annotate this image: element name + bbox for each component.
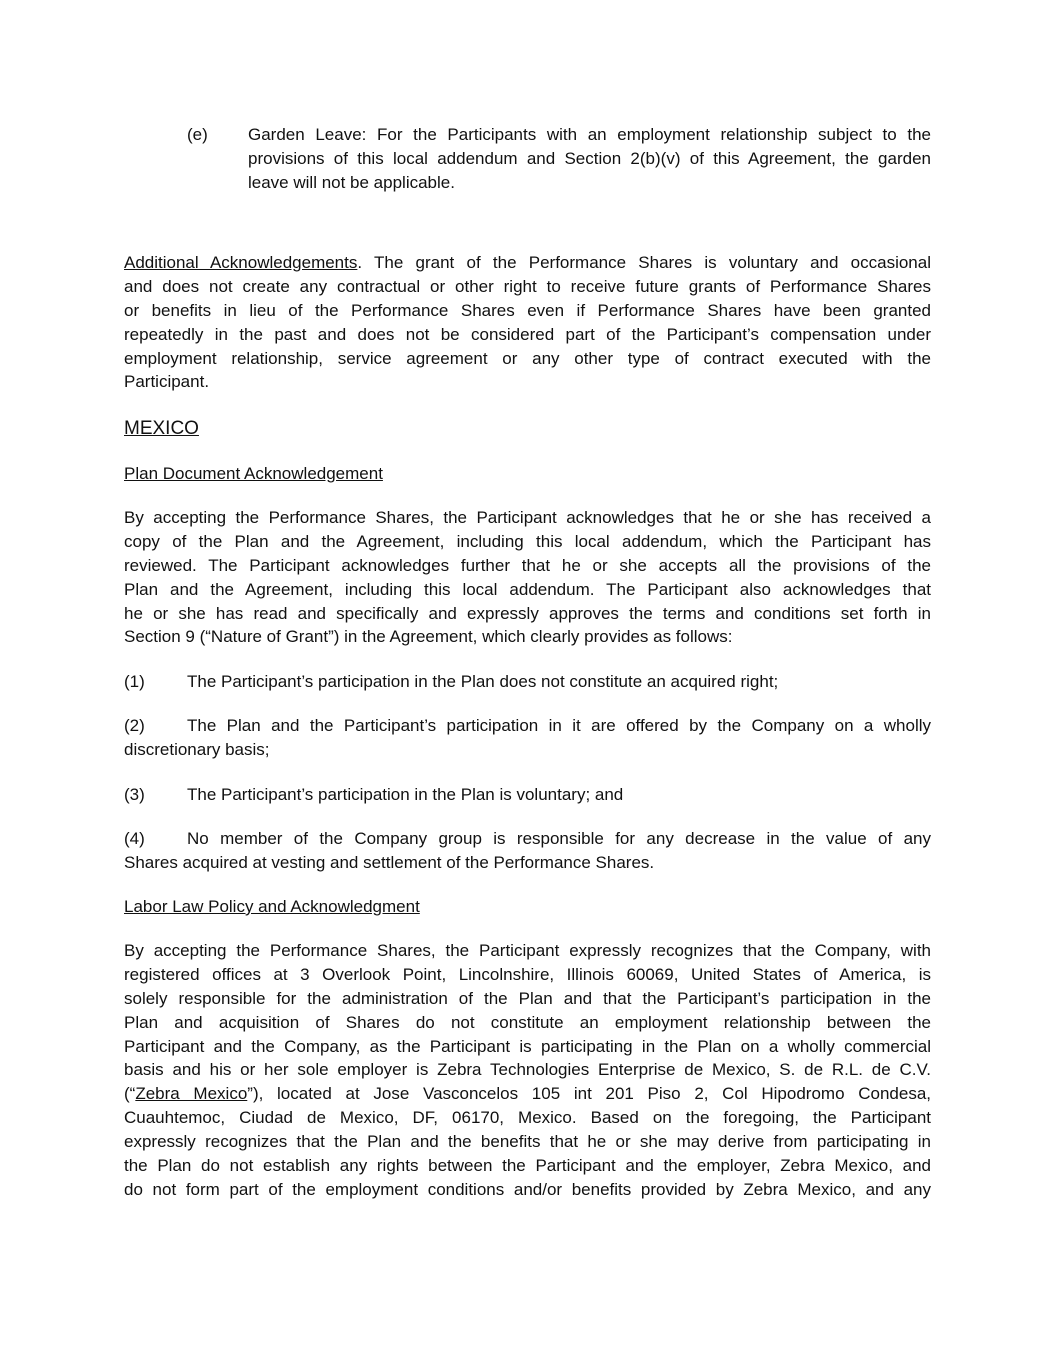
text-line: No member of the Company group is responsible for any decrease in the value of any — [187, 829, 931, 848]
text-line: repeatedly in the past and does not be considered part of the Participant’s compensation under — [124, 324, 931, 344]
section-heading: Plan Document Acknowledgement — [124, 464, 383, 483]
text-line: Plan and the Agreement, including this local addendum. The Participant also acknowledges that — [124, 579, 931, 599]
section-heading: Labor Law Policy and Acknowledgment — [124, 897, 420, 916]
country-heading: MEXICO — [124, 418, 199, 439]
list-number: (2) — [124, 716, 145, 735]
text-line: and does not create any contractual or other right to receive future grants of Performance Shares — [124, 276, 931, 296]
list-item — [124, 670, 931, 694]
text-line: The Plan and the Participant’s participation in it are offered by the Company on a wholly — [187, 716, 931, 735]
text-line: By accepting the Performance Shares, the Participant expressly recognizes that the Company, with — [124, 941, 931, 960]
defined-term: Zebra Mexico — [135, 1084, 248, 1104]
list-item — [124, 714, 931, 762]
additional-acknowledgements-paragraph — [124, 251, 931, 394]
text-line: Shares acquired at vesting and settlement of the Performance Shares. — [124, 853, 655, 872]
text-span: ”), located at Jose Vasconcelos 105 int 201 Piso 2, Col Hipodromo Condesa, — [247, 1084, 931, 1104]
list-number: (1) — [124, 672, 145, 691]
text-line: do not form part of the employment conditions and/or benefits provided by Zebra Mexico, and any — [124, 1179, 931, 1199]
text-line: leave will not be applicable. — [248, 172, 455, 192]
text-line: employment relationship, service agreement or any other type of contract executed with the — [124, 348, 931, 368]
text-line: the Plan do not establish any rights between the Participant and the employer, Zebra Mexico, and — [124, 1156, 931, 1176]
text-line: By accepting the Performance Shares, the Participant acknowledges that he or she has received a — [124, 508, 931, 527]
text-line: Plan and acquisition of Shares do not constitute an employment relationship between the — [124, 1012, 931, 1032]
text-line: copy of the Plan and the Agreement, including this local addendum, which the Participant has — [124, 531, 931, 551]
text-line: Cuauhtemoc, Ciudad de Mexico, DF, 06170, Mexico. Based on the foregoing, the Participant — [124, 1108, 931, 1128]
list-item — [124, 827, 931, 875]
text-line: he or she has read and specifically and expressly approves the terms and conditions set forth in — [124, 603, 931, 623]
list-number: (3) — [124, 785, 145, 804]
text-line: provisions of this local addendum and Section 2(b)(v) of this Agreement, the garden — [248, 148, 931, 168]
labor-law-paragraph — [124, 939, 931, 1202]
text-line: expressly recognizes that the Plan and the benefits that he or she may derive from participating in — [124, 1132, 931, 1152]
text-span: (“ — [124, 1084, 136, 1104]
text-line: basis and his or her sole employer is Zebra Technologies Enterprise de Mexico, S. de R.L. de C.V. — [124, 1060, 931, 1080]
text-line: Garden Leave: For the Participants with an employment relationship subject to the — [248, 125, 931, 144]
text-line: solely responsible for the administration of the Plan and that the Participant’s participation in the — [124, 988, 931, 1008]
text-span: . The grant of the Performance Shares is voluntary and occasional — [357, 253, 931, 272]
plan-document-paragraph — [124, 506, 931, 649]
clause-marker: (e) — [187, 125, 208, 144]
text-line: reviewed. The Participant acknowledges further that he or she accepts all the provisions of the — [124, 555, 931, 575]
text-line: Participant. — [124, 372, 210, 392]
list-item — [124, 783, 931, 807]
text-line: registered offices at 3 Overlook Point, Lincolnshire, Illinois 60069, United States of America, is — [124, 964, 931, 984]
list-number: (4) — [124, 829, 145, 848]
text-line: Participant and the Company, as the Participant is participating in the Plan on a wholly commercial — [124, 1036, 931, 1056]
section-heading: Additional Acknowledgements — [124, 253, 358, 272]
text-line: Section 9 (“Nature of Grant”) in the Agreement, which clearly provides as follows: — [124, 627, 733, 647]
text-line: discretionary basis; — [124, 740, 270, 759]
text-line: or benefits in lieu of the Performance Shares even if Performance Shares have been granted — [124, 300, 931, 320]
text-line: The Participant’s participation in the Plan does not constitute an acquired right; — [187, 672, 779, 691]
text-line: The Participant’s participation in the Plan is voluntary; and — [187, 785, 624, 804]
